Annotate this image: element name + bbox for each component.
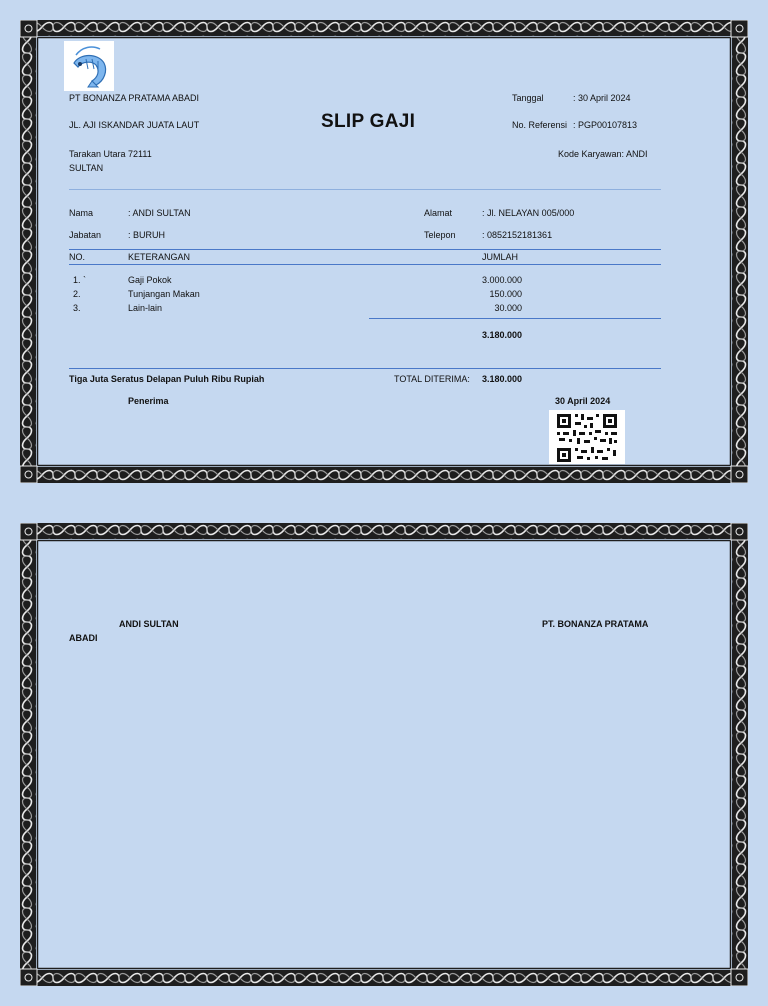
name-value: : ANDI SULTAN [128, 208, 191, 218]
table-header-rule [69, 264, 661, 265]
date-value: : 30 April 2024 [573, 93, 631, 103]
employee-code: Kode Karyawan: ANDI [558, 149, 648, 159]
address-label: Alamat [424, 208, 453, 218]
row-1-description: Gaji Pokok [128, 275, 172, 285]
company-name: PT BONANZA PRATAMA ABADI [69, 93, 200, 103]
col-no-header: NO. [69, 252, 86, 262]
employee-code-wrap: SULTAN [69, 163, 104, 173]
position-value: : BURUH [128, 230, 166, 240]
company-address: JL. AJI ISKANDAR JUATA LAUT [69, 120, 200, 130]
company-signature-name: PT. BONANZA PRATAMA [542, 619, 649, 629]
receiver-signature-name: ANDI SULTAN [119, 619, 179, 629]
total-rule [69, 368, 661, 369]
slip-page-1 [20, 20, 748, 483]
row-2-amount: 150.000 [489, 289, 522, 299]
row-3-description: Lain-lain [128, 303, 163, 313]
col-amount-header: JUMLAH [482, 252, 519, 262]
company-signature-wrap: ABADI [69, 633, 98, 643]
row-1-amount: 3.000.000 [482, 275, 523, 285]
row-2-description: Tunjangan Makan [128, 289, 200, 299]
phone-value: : 0852152181361 [482, 230, 553, 240]
qr-code-icon [549, 410, 625, 464]
subtotal-value: 3.180.000 [482, 330, 523, 340]
sign-date: 30 April 2024 [555, 396, 611, 406]
slip-page-2 [20, 523, 748, 986]
total-label: TOTAL DITERIMA: [394, 374, 470, 384]
shrimp-logo-icon [64, 41, 114, 91]
total-value: 3.180.000 [482, 374, 523, 384]
phone-label: Telepon [424, 230, 456, 240]
row-3-no: 3. [73, 303, 81, 313]
reference-label: No. Referensi [512, 120, 568, 130]
col-description-header: KETERANGAN [128, 252, 191, 262]
address-value: : Jl. NELAYAN 005/000 [482, 208, 575, 218]
row-2-no: 2. [73, 289, 81, 299]
slip-title: SLIP GAJI [321, 111, 416, 132]
amount-in-words: Tiga Juta Seratus Delapan Puluh Ribu Rupiah [69, 374, 265, 384]
date-label: Tanggal [512, 93, 544, 103]
company-city: Tarakan Utara 72111 [69, 149, 152, 159]
decorative-border [20, 523, 748, 986]
reference-value: : PGP00107813 [573, 120, 638, 130]
divider [69, 189, 661, 190]
name-label: Nama [69, 208, 94, 218]
subtotal-rule [369, 318, 661, 319]
row-1-no: 1. ` [73, 275, 87, 285]
row-3-amount: 30.000 [494, 303, 522, 313]
position-label: Jabatan [69, 230, 102, 240]
receiver-label: Penerima [128, 396, 169, 406]
table-top-rule [69, 249, 661, 250]
